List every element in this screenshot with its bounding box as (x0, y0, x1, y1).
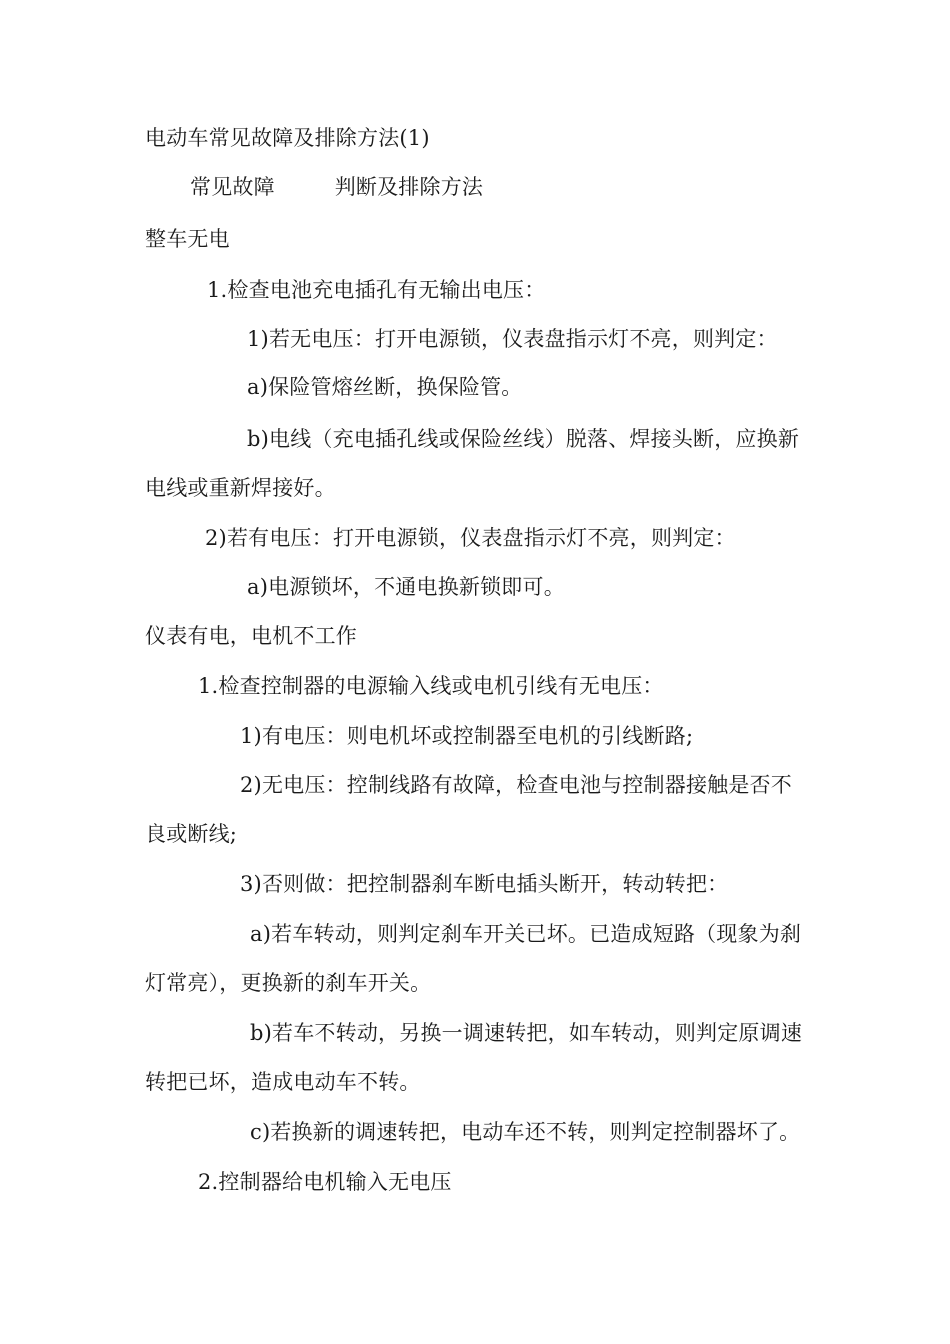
step-line: 2.控制器给电机输入无电压 (198, 1170, 452, 1194)
document-title: 电动车常见故障及排除方法(1) (145, 126, 430, 150)
step-line: 1.检查电池充电插孔有无输出电压： (207, 278, 546, 302)
step-line: 2)无电压：控制线路有故障，检查电池与控制器接触是否不 (240, 773, 792, 797)
step-line: 1)有电压：则电机坏或控制器至电机的引线断路; (240, 724, 694, 748)
step-line: b)电线（充电插孔线或保险丝线）脱落、焊接头断，应换新 (247, 427, 800, 451)
step-line: a)若车转动，则判定刹车开关已坏。已造成短路（现象为刹 (250, 922, 802, 946)
step-line-continuation: 转把已坏，造成电动车不转。 (145, 1070, 421, 1094)
header-diagnosis-methods: 判断及排除方法 (334, 175, 484, 199)
step-line-continuation: 良或断线; (145, 822, 238, 846)
step-line: 1.检查控制器的电源输入线或电机引线有无电压： (198, 674, 664, 698)
table-header (145, 174, 815, 200)
step-line: 2)若有电压：打开电源锁，仪表盘指示灯不亮，则判定： (205, 526, 736, 550)
step-line: 1)若无电压：打开电源锁，仪表盘指示灯不亮，则判定： (247, 327, 778, 351)
step-line: c)若换新的调速转把，电动车还不转，则判定控制器坏了。 (250, 1120, 801, 1144)
step-line: b)若车不转动，另换一调速转把，如车转动，则判定原调速 (250, 1021, 803, 1045)
step-line: a)电源锁坏，不通电换新锁即可。 (247, 575, 565, 599)
fault-heading-no-power: 整车无电 (145, 227, 230, 251)
step-line-continuation: 灯常亮），更换新的刹车开关。 (145, 971, 432, 995)
step-line-continuation: 电线或重新焊接好。 (145, 476, 336, 500)
step-line: a)保险管熔丝断，换保险管。 (247, 375, 523, 399)
fault-heading-motor-not-working: 仪表有电，电机不工作 (145, 624, 357, 648)
header-common-faults: 常见故障 (190, 175, 275, 199)
step-line: 3)否则做：把控制器刹车断电插头断开，转动转把： (240, 872, 729, 896)
